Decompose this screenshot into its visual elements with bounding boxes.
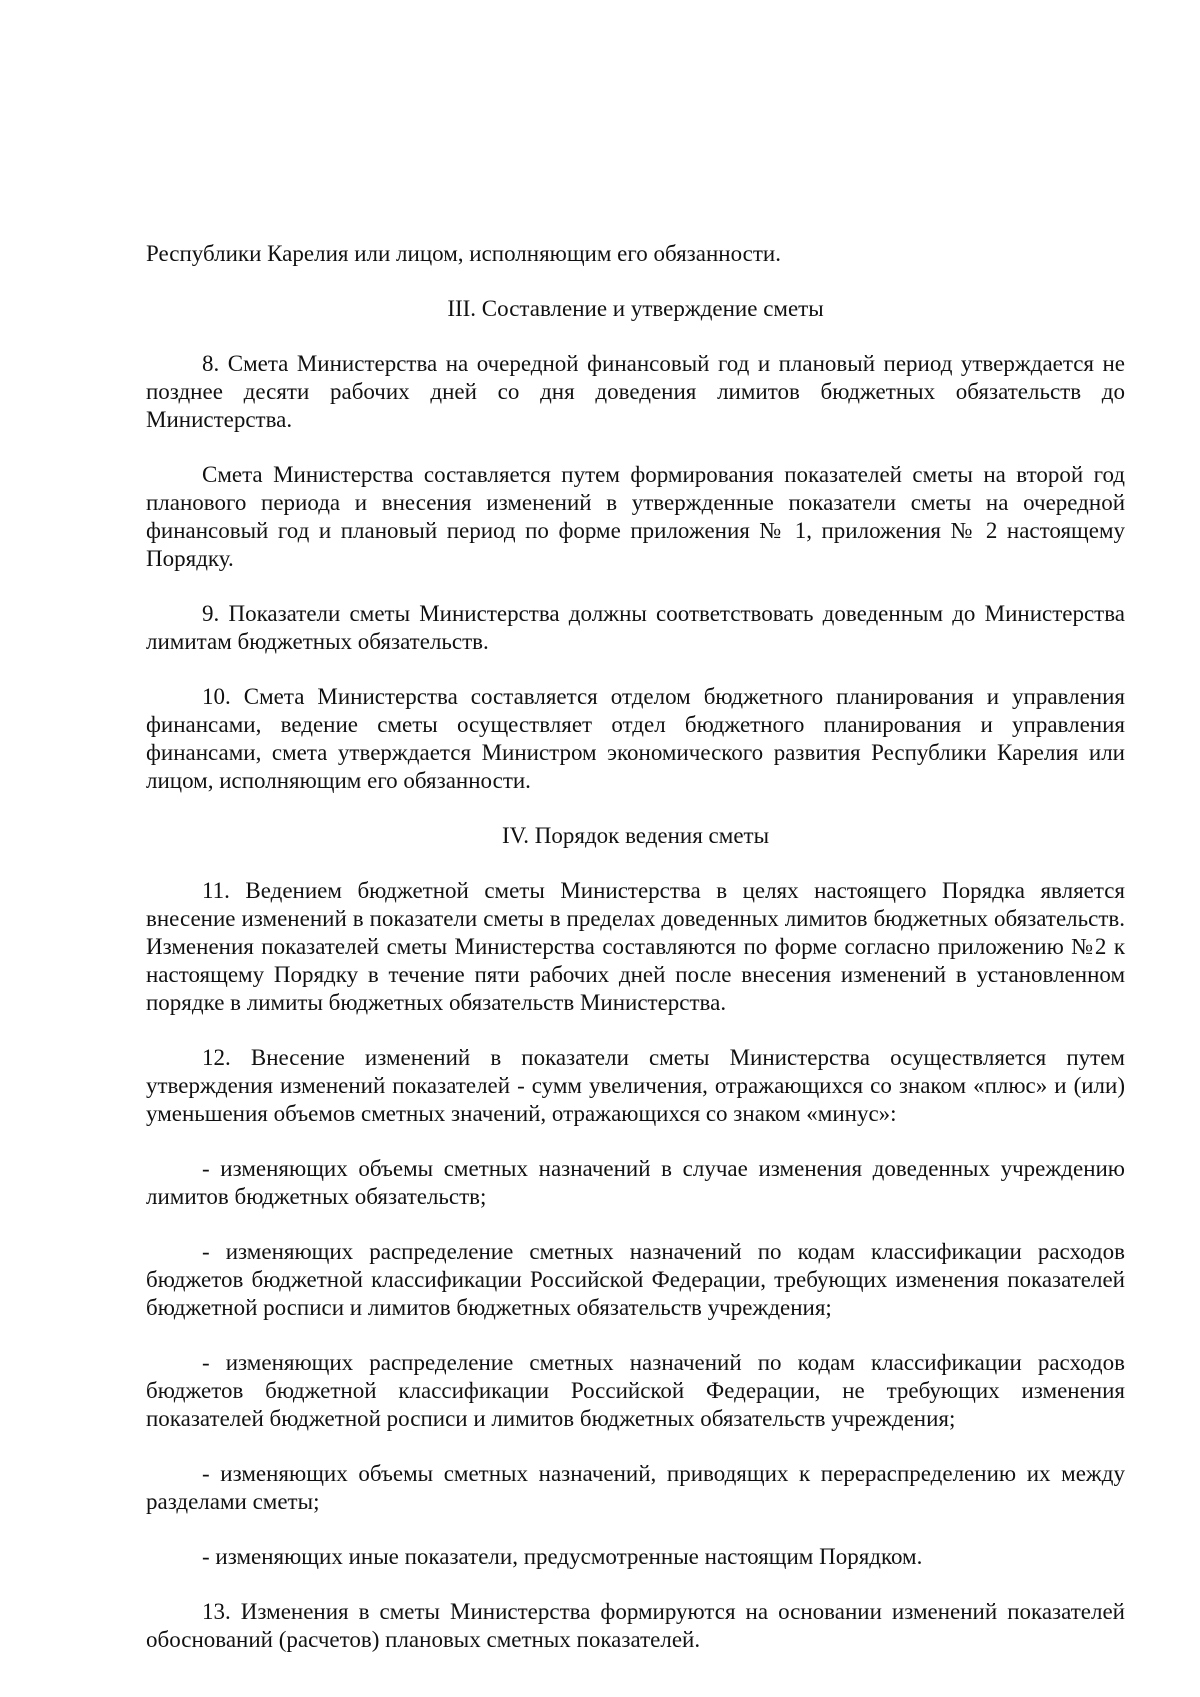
section-3-heading: III. Составление и утверждение сметы bbox=[447, 296, 824, 321]
list-item: - изменяющих объемы сметных назначений в случае изменения доведенных учреждению лимитов бюджетных обязательств; bbox=[146, 1156, 1125, 1209]
paragraph-13: 13. Изменения в сметы Министерства формируются на основании изменений показателей обоснований (расчетов) плановых сметных показателей. bbox=[146, 1599, 1125, 1652]
paragraph-10: 10. Смета Министерства составляется отделом бюджетного планирования и управления финансами, ведение сметы осуществляет отдел бюджетного планирования и управления финансами, смета утверждается Министром экономического развития Республики Карелия или лицом, исполняющим его обязанности. bbox=[146, 684, 1125, 793]
list-item: - изменяющих объемы сметных назначений, приводящих к перераспределению их между разделами сметы; bbox=[146, 1461, 1125, 1514]
paragraph-8: 8. Смета Министерства на очередной финансовый год и плановый период утверждается не позднее десяти рабочих дней со дня доведения лимитов бюджетных обязательств до Министерства. bbox=[146, 351, 1125, 432]
list-item: - изменяющих распределение сметных назначений по кодам классификации расходов бюджетов бюджетной классификации Российской Федерации, не требующих изменения показателей бюджетной росписи и лимитов бюджетных обязательств учреждения; bbox=[146, 1350, 1125, 1431]
list-item: - изменяющих распределение сметных назначений по кодам классификации расходов бюджетов бюджетной классификации Российской Федерации, требующих изменения показателей бюджетной росписи и лимитов бюджетных обязательств учреждения; bbox=[146, 1239, 1125, 1320]
list-item: - изменяющих иные показатели, предусмотренные настоящим Порядком. bbox=[202, 1544, 923, 1569]
document-page bbox=[146, 240, 1125, 1681]
paragraph-8b: Смета Министерства составляется путем формирования показателей сметы на второй год планового периода и внесения изменений в утвержденные показатели сметы на очередной финансовый год и плановый период по форме приложения № 1, приложения № 2 настоящему Порядку. bbox=[146, 462, 1125, 571]
section-4-heading: IV. Порядок ведения сметы bbox=[501, 823, 770, 848]
paragraph-11: 11. Ведением бюджетной сметы Министерства в целях настоящего Порядка является внесение изменений в показатели сметы в пределах доведенных лимитов бюджетных обязательств. Изменения показателей сметы Министерства составляются по форме согласно приложению №2 к настоящему Порядку в течение пяти рабочих дней после внесения изменений в установленном порядке в лимиты бюджетных обязательств Министерства. bbox=[146, 878, 1125, 1015]
paragraph-9: 9. Показатели сметы Министерства должны соответствовать доведенным до Министерства лимитам бюджетных обязательств. bbox=[146, 601, 1125, 654]
paragraph-12: 12. Внесение изменений в показатели сметы Министерства осуществляется путем утверждения изменений показателей - сумм увеличения, отражающихся со знаком «плюс» и (или) уменьшения объемов сметных значений, отражающихся со знаком «минус»: bbox=[146, 1045, 1125, 1126]
lead-paragraph: Республики Карелия или лицом, исполняющим его обязанности. bbox=[146, 241, 781, 266]
